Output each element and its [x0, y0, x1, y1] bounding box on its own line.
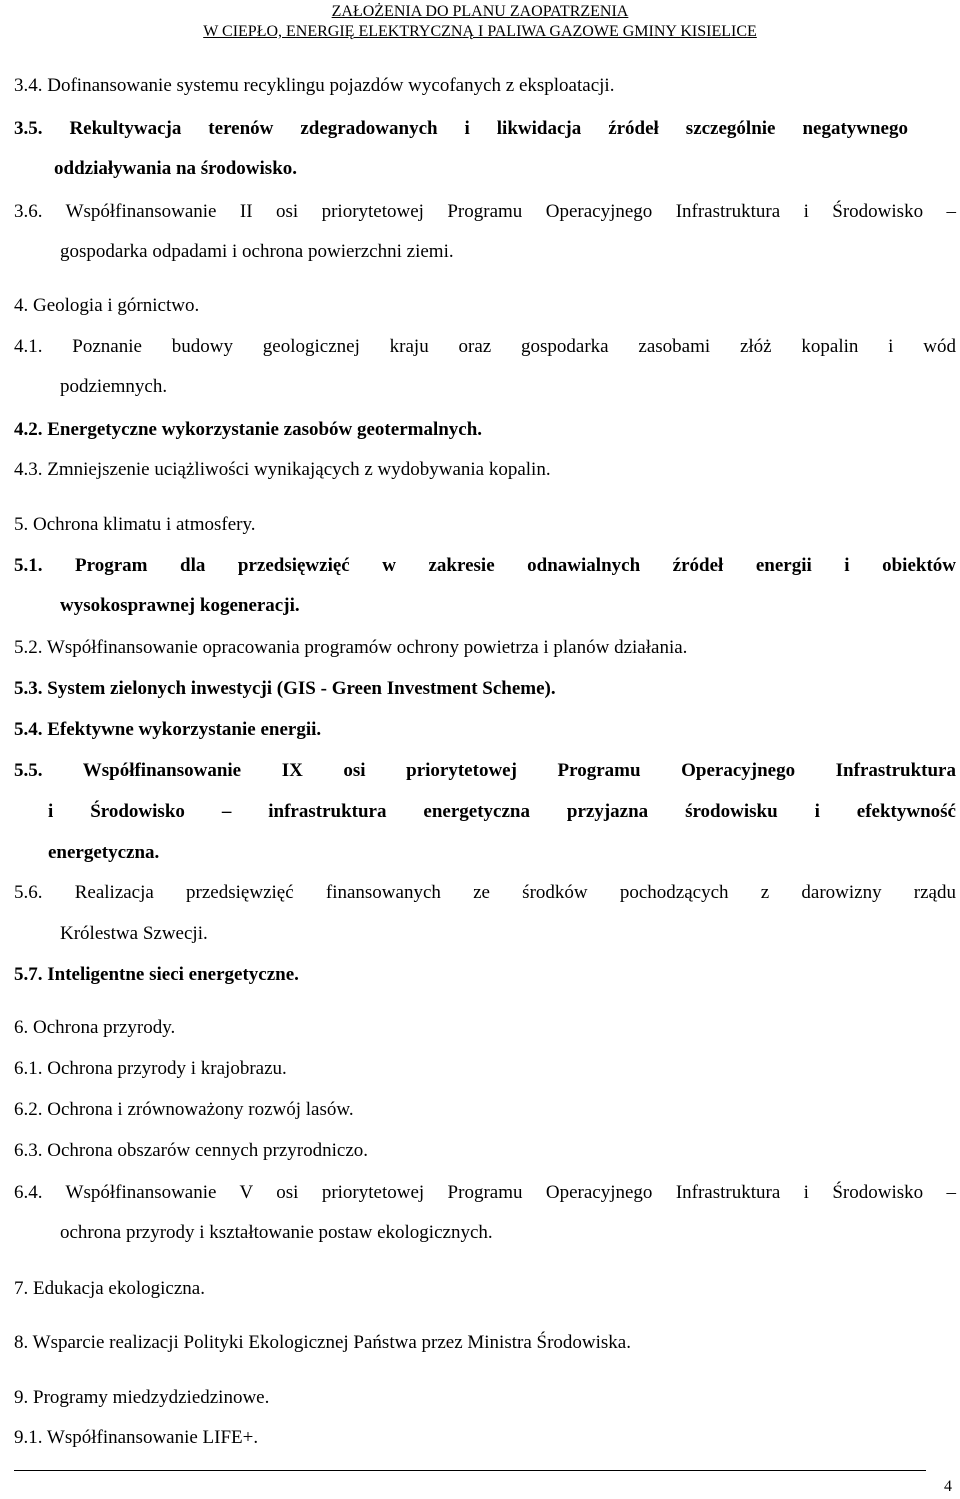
list-item-5: 5. Ochrona klimatu i atmosfery. — [14, 514, 256, 535]
list-item-5-2: 5.2. Współfinansowanie opracowania programów ochrony powietrza i planów działania. — [14, 637, 688, 658]
list-item-5-1-cont: wysokosprawnej kogeneracji. — [60, 595, 300, 616]
list-item-6-3: 6.3. Ochrona obszarów cennych przyrodniczo. — [14, 1140, 369, 1161]
list-item-4-3: 4.3. Zmniejszenie uciążliwości wynikających z wydobywania kopalin. — [14, 459, 551, 480]
list-item-4-2: 4.2. Energetyczne wykorzystanie zasobów geotermalnych. — [14, 419, 483, 440]
list-item-3-4: 3.4. Dofinansowanie systemu recyklingu pojazdów wycofanych z eksploatacji. — [14, 75, 615, 96]
list-item-6-4: 6.4. Współfinansowanie V osi priorytetowej Programu Operacyjnego Infrastruktura i Środowisko – — [14, 1182, 956, 1203]
list-item-6-2: 6.2. Ochrona i zrównoważony rozwój lasów. — [14, 1099, 354, 1120]
list-item-7: 7. Edukacja ekologiczna. — [14, 1278, 205, 1299]
header-line-1: ZAŁOŻENIA DO PLANU ZAOPATRZENIA — [331, 3, 629, 20]
header-line-2: W CIEPŁO, ENERGIĘ ELEKTRYCZNĄ I PALIWA GAZOWE GMINY KISIELICE — [203, 23, 757, 40]
list-item-3-5-cont: oddziaływania na środowisko. — [54, 158, 298, 179]
list-item-6-1: 6.1. Ochrona przyrody i krajobrazu. — [14, 1058, 287, 1079]
list-item-9-1: 9.1. Współfinansowanie LIFE+. — [14, 1427, 259, 1448]
list-item-5-1: 5.1. Program dla przedsięwzięć w zakresie odnawialnych źródeł energii i obiektów — [14, 555, 956, 576]
list-item-8: 8. Wsparcie realizacji Polityki Ekologicznej Państwa przez Ministra Środowiska. — [14, 1332, 631, 1353]
list-item-5-4: 5.4. Efektywne wykorzystanie energii. — [14, 719, 322, 740]
list-item-5-5-cont: i Środowisko – infrastruktura energetyczna przyjazna środowisku i efektywność — [48, 801, 956, 822]
list-item-4-1: 4.1. Poznanie budowy geologicznej kraju oraz gospodarka zasobami złóż kopalin i wód — [14, 336, 956, 357]
list-item-4-1-cont: podziemnych. — [60, 376, 168, 397]
list-item-5-5-cont-2: energetyczna. — [48, 842, 160, 863]
list-item-3-5: 3.5. Rekultywacja terenów zdegradowanych i likwidacja źródeł szczególnie negatywnego — [14, 118, 908, 139]
list-item-5-6: 5.6. Realizacja przedsięwzięć finansowanych ze środków pochodzących z darowizny rządu — [14, 882, 956, 903]
page-number: 4 — [944, 1478, 952, 1495]
footer-divider — [14, 1470, 926, 1471]
list-item-6-4-cont: ochrona przyrody i kształtowanie postaw ekologicznych. — [60, 1222, 493, 1243]
list-item-4: 4. Geologia i górnictwo. — [14, 295, 200, 316]
list-item-9: 9. Programy miedzydziedzinowe. — [14, 1387, 270, 1408]
list-item-5-3: 5.3. System zielonych inwestycji (GIS - Green Investment Scheme). — [14, 678, 556, 699]
list-item-3-6: 3.6. Współfinansowanie II osi priorytetowej Programu Operacyjnego Infrastruktura i Środowisko – — [14, 201, 956, 222]
list-item-5-6-cont: Królestwa Szwecji. — [60, 923, 208, 944]
list-item-5-7: 5.7. Inteligentne sieci energetyczne. — [14, 964, 299, 985]
list-item-5-5: 5.5. Współfinansowanie IX osi priorytetowej Programu Operacyjnego Infrastruktura — [14, 760, 956, 781]
list-item-3-6-cont: gospodarka odpadami i ochrona powierzchni ziemi. — [60, 241, 454, 262]
list-item-6: 6. Ochrona przyrody. — [14, 1017, 176, 1038]
